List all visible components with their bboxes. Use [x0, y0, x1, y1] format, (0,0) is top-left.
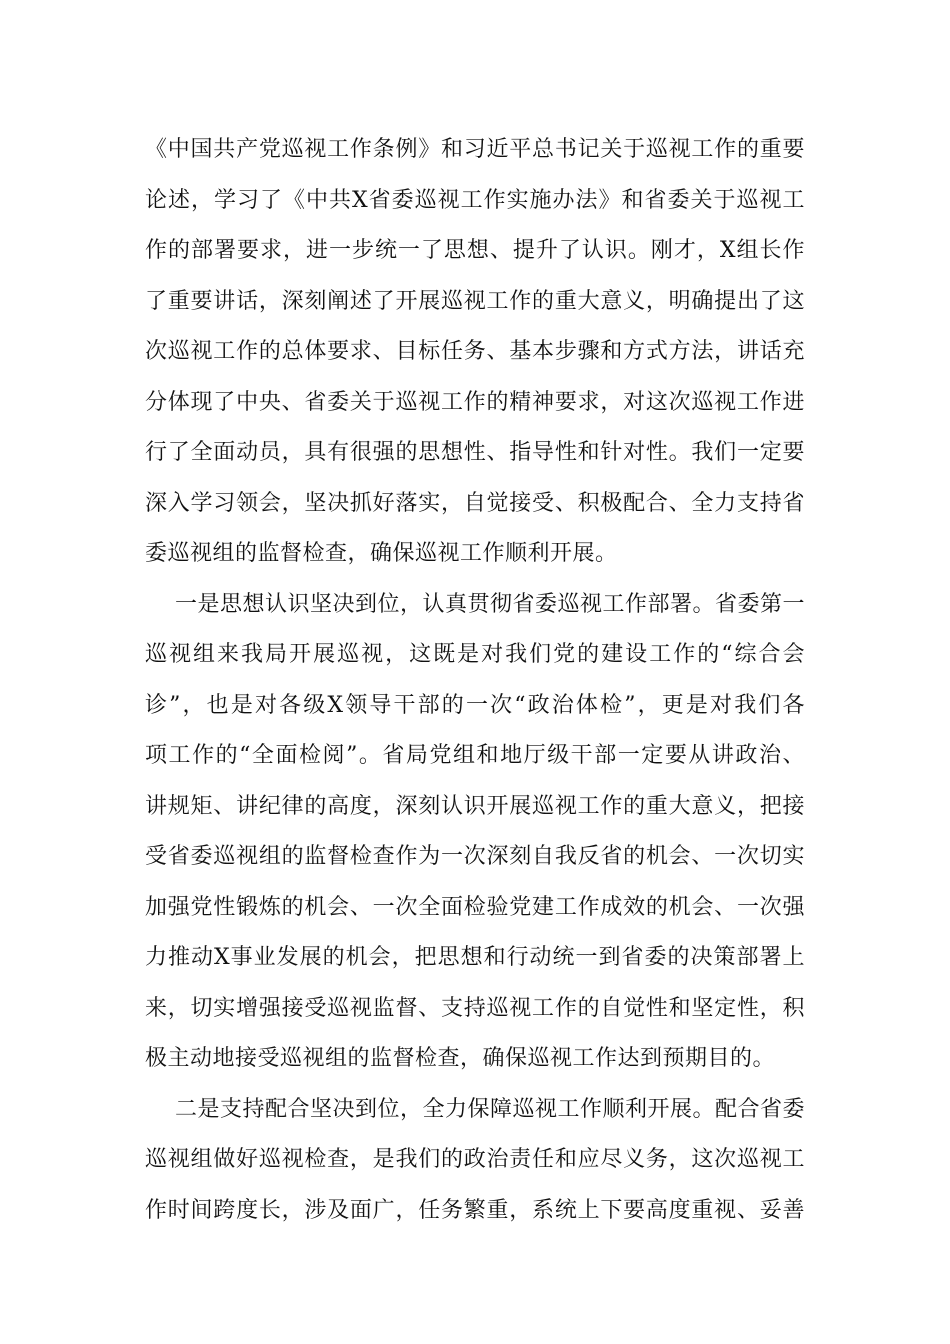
text-line: 受省委巡视组的监督检查作为一次深刻自我反省的机会、一次切实	[145, 844, 805, 869]
document-page	[145, 125, 805, 1236]
text-line: 项工作的“全面检阅”。省局党组和地厅级干部一定要从讲政治、	[145, 743, 805, 768]
text-line: 委巡视组的监督检查，确保巡视工作顺利开展。	[145, 541, 618, 566]
text-line: 讲规矩、讲纪律的高度，深刻认识开展巡视工作的重大意义，把接	[145, 793, 805, 819]
text-line: 论述，学习了《中共X省委巡视工作实施办法》和省委关于巡视工	[145, 187, 805, 213]
text-line: 一是思想认识坚决到位，认真贯彻省委巡视工作部署。省委第一	[175, 591, 806, 617]
text-line: 极主动地接受巡视组的监督检查，确保巡视工作达到预期目的。	[145, 1046, 776, 1071]
text-line: 次巡视工作的总体要求、目标任务、基本步骤和方式方法，讲话充	[145, 339, 805, 364]
text-line: 《中国共产党巡视工作条例》和习近平总书记关于巡视工作的重要	[145, 137, 805, 162]
text-line: 诊”，也是对各级X领导干部的一次“政治体检”，更是对我们各	[145, 692, 805, 718]
text-line: 深入学习领会，坚决抓好落实，自觉接受、积极配合、全力支持省	[145, 490, 805, 516]
text-line: 巡视组来我局开展巡视，这既是对我们党的建设工作的“综合会	[145, 642, 805, 667]
text-line: 行了全面动员，具有很强的思想性、指导性和针对性。我们一定要	[145, 440, 805, 465]
text-line: 了重要讲话，深刻阐述了开展巡视工作的重大意义，明确提出了这	[145, 288, 805, 314]
text-line: 来，切实增强接受巡视监督、支持巡视工作的自觉性和坚定性，积	[145, 995, 805, 1021]
text-line: 作的部署要求，进一步统一了思想、提升了认识。刚才，X组长作	[145, 238, 805, 263]
text-line: 作时间跨度长，涉及面广，任务繁重，系统上下要高度重视、妥善	[145, 1197, 805, 1223]
text-line: 二是支持配合坚决到位，全力保障巡视工作顺利开展。配合省委	[175, 1096, 806, 1122]
text-line: 加强党性锻炼的机会、一次全面检验党建工作成效的机会、一次强	[145, 894, 805, 920]
text-line: 力推动X事业发展的机会，把思想和行动统一到省委的决策部署上	[145, 945, 805, 970]
text-line: 巡视组做好巡视检查，是我们的政治责任和应尽义务，这次巡视工	[145, 1147, 805, 1172]
text-line: 分体现了中央、省委关于巡视工作的精神要求，对这次巡视工作进	[145, 389, 805, 415]
